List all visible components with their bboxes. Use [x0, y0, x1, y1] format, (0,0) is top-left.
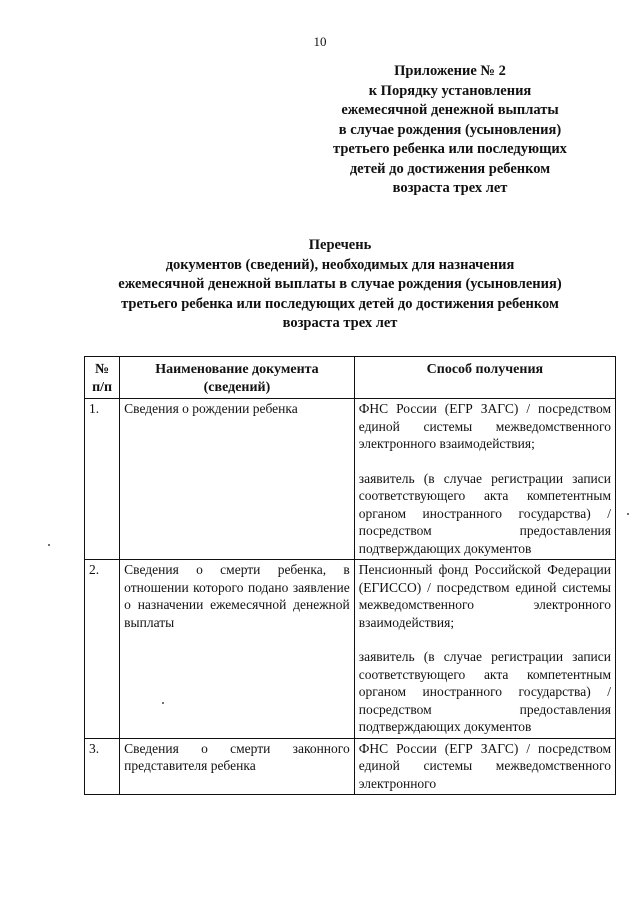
list-title-line: документов (сведений), необходимых для назначения — [165, 256, 515, 273]
document-name: Сведения о смерти законного представителя ребенка — [120, 738, 355, 795]
method-cell — [354, 738, 615, 795]
row-number: 1. — [85, 399, 120, 560]
appendix-line: ежемесячной денежной выплаты — [341, 102, 559, 118]
scan-speck — [627, 513, 629, 515]
method-interagency: ФНС России (ЕГР ЗАГС) / посредством единой системы межведомственного электронного взаимодействия; — [358, 401, 611, 451]
table-row — [85, 399, 616, 560]
scan-speck — [48, 544, 50, 546]
method-gap — [359, 453, 611, 470]
table-row — [85, 738, 616, 795]
page-number: 10 — [313, 34, 327, 49]
table-row — [85, 560, 616, 739]
header-name: Наименование документа (сведений) — [120, 357, 355, 399]
list-title-line: Перечень — [308, 237, 372, 253]
list-title-line: третьего ребенка или последующих детей до достижения ребенком — [121, 295, 559, 312]
appendix-line: в случае рождения (усыновления) — [338, 121, 562, 138]
method-applicant: заявитель (в случае регистрации записи соответствующего акта компетентным органом иностранного государства) / посредством предоставления подтверждающих документов — [358, 470, 611, 556]
scan-speck — [162, 702, 164, 704]
appendix-line: Приложение № 2 — [394, 63, 506, 79]
header-method: Способ получения — [354, 357, 615, 399]
appendix-line: детей до достижения ребенком — [349, 160, 551, 177]
method-cell — [354, 560, 615, 739]
table-header-row — [85, 357, 616, 399]
document-name: Сведения о смерти ребенка, в отношении которого подано заявление о назначении ежемесячной денежной выплаты — [120, 560, 355, 739]
appendix-heading — [300, 62, 600, 199]
document-name: Сведения о рождении ребенка — [120, 399, 355, 560]
list-title-line: ежемесячной денежной выплаты в случае рождения (усыновления) — [118, 276, 562, 292]
list-title-line: возраста трех лет — [282, 315, 398, 331]
appendix-line: третьего ребенка или последующих — [333, 141, 567, 157]
appendix-line: к Порядку установления — [368, 82, 532, 99]
method-interagency: Пенсионный фонд Российской Федерации (ЕГИССО) / посредством единой системы межведомственного электронного взаимодействия; — [358, 562, 611, 630]
list-title — [60, 236, 620, 334]
method-applicant: заявитель (в случае регистрации записи соответствующего акта компетентным органом иностранного государства) / посредством предоставления подтверждающих документов — [358, 649, 611, 734]
method-gap — [359, 631, 611, 648]
row-number: 3. — [85, 738, 120, 795]
method-cell — [354, 399, 615, 560]
method-interagency: ФНС России (ЕГР ЗАГС) / посредством единой системы межведомственного электронного — [358, 740, 611, 791]
header-num: № п/п — [85, 357, 120, 399]
row-number: 2. — [85, 560, 120, 739]
documents-table — [84, 356, 616, 795]
appendix-line: возраста трех лет — [392, 180, 508, 196]
